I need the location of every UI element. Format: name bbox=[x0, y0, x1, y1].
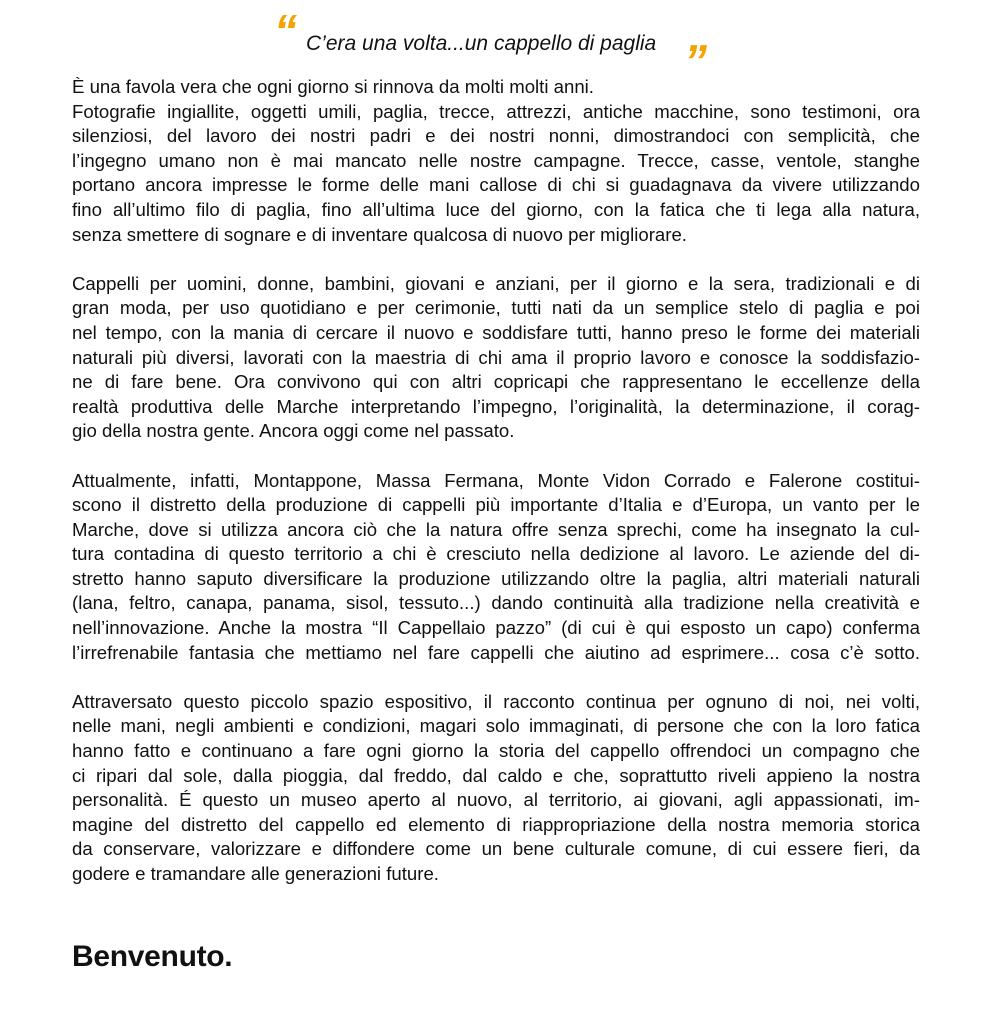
paragraph-1 bbox=[72, 75, 920, 247]
text-line: realtà produttiva delle Marche interpretando l’impegno, l’originalità, la determinazione, il corag- bbox=[72, 395, 920, 417]
text-line: (lana, feltro, canapa, panama, sisol, tessuto...) dando continuità alla tradizione nella creatività e bbox=[72, 592, 920, 614]
text-line: l’irrefrenabile fantasia che mettiamo nel fare cappelli che aiutino ad esprimere... cosa c’è sotto. bbox=[72, 641, 920, 663]
body-text bbox=[72, 75, 920, 911]
text-line: Marche, dove si utilizza ancora ciò che la natura offre senza sprechi, come ha insegnato la cul- bbox=[72, 518, 920, 540]
closing-welcome: Benvenuto. bbox=[72, 940, 233, 973]
text-line: stretto hanno saputo diversificare la produzione utilizzando oltre la paglia, altri materiali naturali bbox=[72, 567, 920, 589]
open-quote-mark: “ bbox=[274, 5, 297, 57]
text-line: Cappelli per uomini, donne, bambini, giovani e anziani, per il giorno e la sera, tradizionali e di bbox=[72, 272, 920, 294]
text-line: godere e tramandare alle generazioni future. bbox=[72, 863, 439, 884]
page-title: C’era una volta...un cappello di paglia bbox=[306, 32, 657, 55]
close-quote-mark: ” bbox=[684, 35, 707, 87]
text-line: gran moda, per uso quotidiano e per cerimonie, tutti nati da un semplice stelo di paglia e poi bbox=[72, 297, 920, 319]
text-line: scono il distretto della produzione di cappelli più importante d’Italia e d’Europa, un vanto per le bbox=[72, 494, 920, 516]
text-line: portano ancora impresse le forme delle mani callose di chi si guadagnava da vivere utilizzando bbox=[72, 174, 920, 196]
text-line: nelle mani, negli ambienti e condizioni, magari solo immaginati, di persone che con la loro fatica bbox=[72, 715, 920, 737]
text-line: da conservare, valorizzare e diffondere come un bene culturale comune, di cui essere fieri, da bbox=[72, 838, 920, 860]
text-line: l’ingegno umano non è mai mancato nelle nostre campagne. Trecce, casse, ventole, stanghe bbox=[72, 149, 920, 171]
text-line: Attraversato questo piccolo spazio espositivo, il racconto continua per ognuno di noi, nei volti, bbox=[72, 690, 920, 712]
text-line: gio della nostra gente. Ancora oggi come nel passato. bbox=[72, 420, 515, 442]
text-line: silenziosi, del lavoro dei nostri padri e dei nostri nonni, dimostrandoci con semplicità, che bbox=[72, 125, 920, 147]
text-line: magine del distretto del cappello ed elemento di riappropriazione della nostra memoria storica bbox=[72, 813, 920, 835]
text-line: ci ripari dal sole, dalla pioggia, dal freddo, dal caldo e che, soprattutto riveli appieno la nostra bbox=[72, 764, 920, 786]
text-line: tura contadina di questo territorio a chi è cresciuto nella dedizione al lavoro. Le aziende del di- bbox=[72, 543, 920, 565]
text-line: fino all’ultimo filo di paglia, fino all’ultima luce del giorno, con la fatica che ti lega alla natura, bbox=[72, 198, 920, 220]
text-line: È una favola vera che ogni giorno si rinnova da molti molti anni. bbox=[72, 76, 594, 97]
text-line: nell’innovazione. Anche la mostra “Il Cappellaio pazzo” (di cui è qui esposto un capo) conferma bbox=[72, 617, 920, 639]
text-line: ne di fare bene. Ora convivono qui con altri copricapi che rappresentano le eccellenze della bbox=[72, 371, 920, 393]
text-line: naturali più diversi, lavorati con la maestria di chi ama il proprio lavoro e conosce la soddisfazio- bbox=[72, 346, 920, 368]
text-line: hanno fatto e continuano a fare ogni giorno la storia del cappello offrendoci un compagno che bbox=[72, 740, 920, 762]
text-line: personalità. É questo un museo aperto al nuovo, al territorio, ai giovani, agli appassionati, im- bbox=[72, 789, 920, 811]
paragraph-4 bbox=[72, 690, 920, 887]
paragraph-2 bbox=[72, 272, 920, 444]
text-line: senza smettere di sognare e di inventare qualcosa di nuovo per migliorare. bbox=[72, 223, 687, 245]
text-line: nel tempo, con la mania di cercare il nuovo e soddisfare tutti, hanno preso le forme dei materiali bbox=[72, 321, 920, 343]
text-line: Fotografie ingiallite, oggetti umili, paglia, trecce, attrezzi, antiche macchine, sono testimoni, ora bbox=[72, 100, 920, 122]
paragraph-3 bbox=[72, 469, 920, 666]
text-line: Attualmente, infatti, Montappone, Massa Fermana, Monte Vidon Corrado e Falerone costitui- bbox=[72, 469, 920, 491]
